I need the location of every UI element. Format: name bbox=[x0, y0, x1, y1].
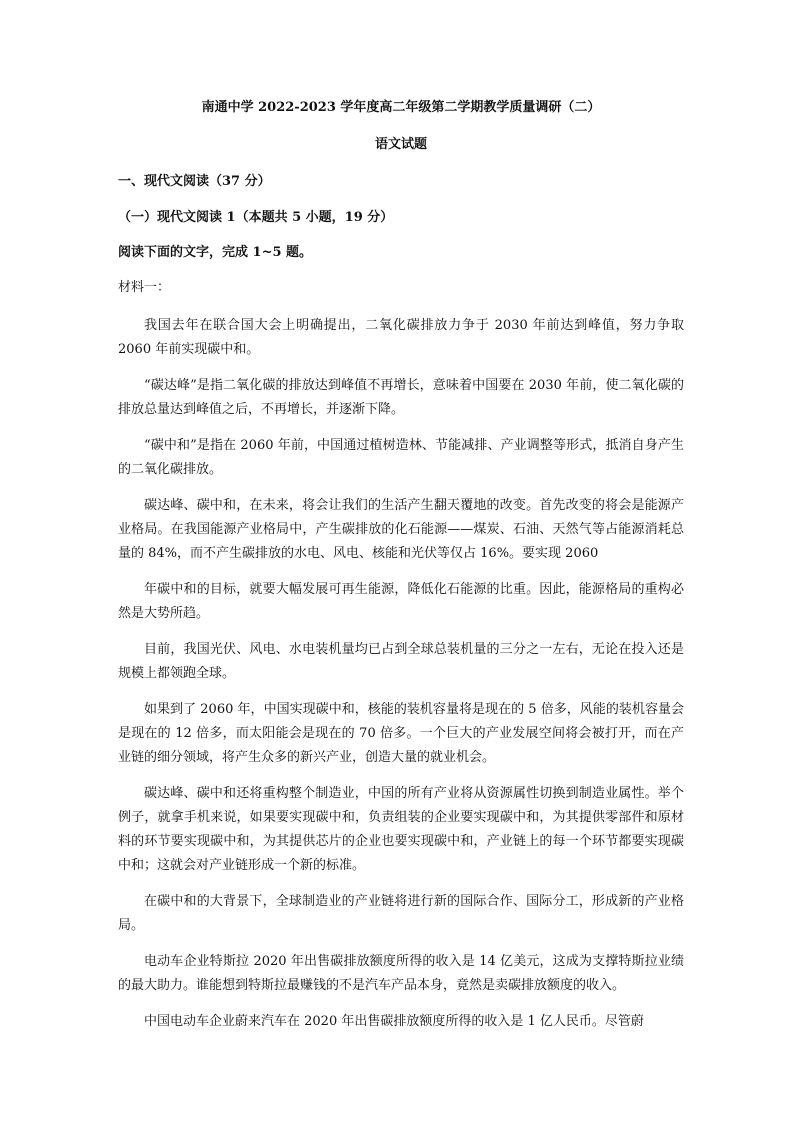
paragraph: 电动车企业特斯拉 2020 年出售碳排放额度所得的收入是 14 亿美元，这成为支撑特斯拉业绩的最大助力。谁能想到特斯拉最赚钱的不是汽车产品本身，竟然是卖碳排放额度的收入。 bbox=[118, 954, 684, 993]
paragraph: 我国去年在联合国大会上明确提出，二氧化碳排放力争于 2030 年前达到峰值，努力争取 2060 年前实现碳中和。 bbox=[118, 318, 684, 357]
paragraph: 在碳中和的大背景下，全球制造业的产业链将进行新的国际合作、国际分工，形成新的产业格局。 bbox=[118, 894, 684, 933]
paragraph: 年碳中和的目标，就要大幅发展可再生能源，降低化石能源的比重。因此，能源格局的重构必然是大势所趋。 bbox=[118, 582, 684, 621]
sub-section-heading: （一）现代文阅读 1（本题共 5 小题，19 分） bbox=[118, 210, 394, 225]
reading-instruction: 阅读下面的文字，完成 1~5 题。 bbox=[118, 245, 313, 260]
document-subtitle: 语文试题 bbox=[374, 137, 427, 152]
paragraph: 碳达峰、碳中和，在未来，将会让我们的生活产生翻天覆地的改变。首先改变的将会是能源产业格局。在我国能源产业格局中，产生碳排放的化石能源——煤炭、石油、天然气等占能源消耗总量的 84%，而不产生碳排放的水电、风电、核能和光伏等仅占 16%。要实现 2060 bbox=[118, 498, 684, 561]
document-title: 南通中学 2022-2023 学年度高二年级第二学期教学质量调研（二） bbox=[201, 100, 601, 115]
section-heading: 一、现代文阅读（37 分） bbox=[118, 174, 271, 189]
paragraph: “碳中和”是指在 2060 年前，中国通过植树造林、节能减排、产业调整等形式，抵消自身产生的二氧化碳排放。 bbox=[118, 438, 684, 477]
paragraph: 如果到了 2060 年，中国实现碳中和，核能的装机容量将是现在的 5 倍多，风能的装机容量会是现在的 12 倍多，而太阳能会是现在的 70 倍多。一个巨大的产业发展空间将会被打开，而在产业链的细分领域，将产生众多的新兴产业，创造大量的就业机会。 bbox=[118, 702, 684, 765]
paragraph: 碳达峰、碳中和还将重构整个制造业，中国的所有产业将从资源属性切换到制造业属性。举个例子，就拿手机来说，如果要实现碳中和，负责组装的企业要实现碳中和，为其提供零部件和原材料的环节要实现碳中和，为其提供芯片的企业也要实现碳中和，产业链上的每一个环节都要实现碳中和；这就会对产业链形成一个新的标准。 bbox=[118, 786, 684, 873]
paragraph: 目前，我国光伏、风电、水电装机量均已占到全球总装机量的三分之一左右，无论在投入还是规模上都领跑全球。 bbox=[118, 642, 684, 681]
paragraph: 中国电动车企业蔚来汽车在 2020 年出售碳排放额度所得的收入是 1 亿人民币。尽管蔚 bbox=[144, 1014, 644, 1029]
paragraph: “碳达峰”是指二氧化碳的排放达到峰值不再增长，意味着中国要在 2030 年前，使二氧化碳的排放总量达到峰值之后，不再增长，并逐渐下降。 bbox=[118, 378, 684, 417]
material-label: 材料一： bbox=[118, 280, 171, 295]
